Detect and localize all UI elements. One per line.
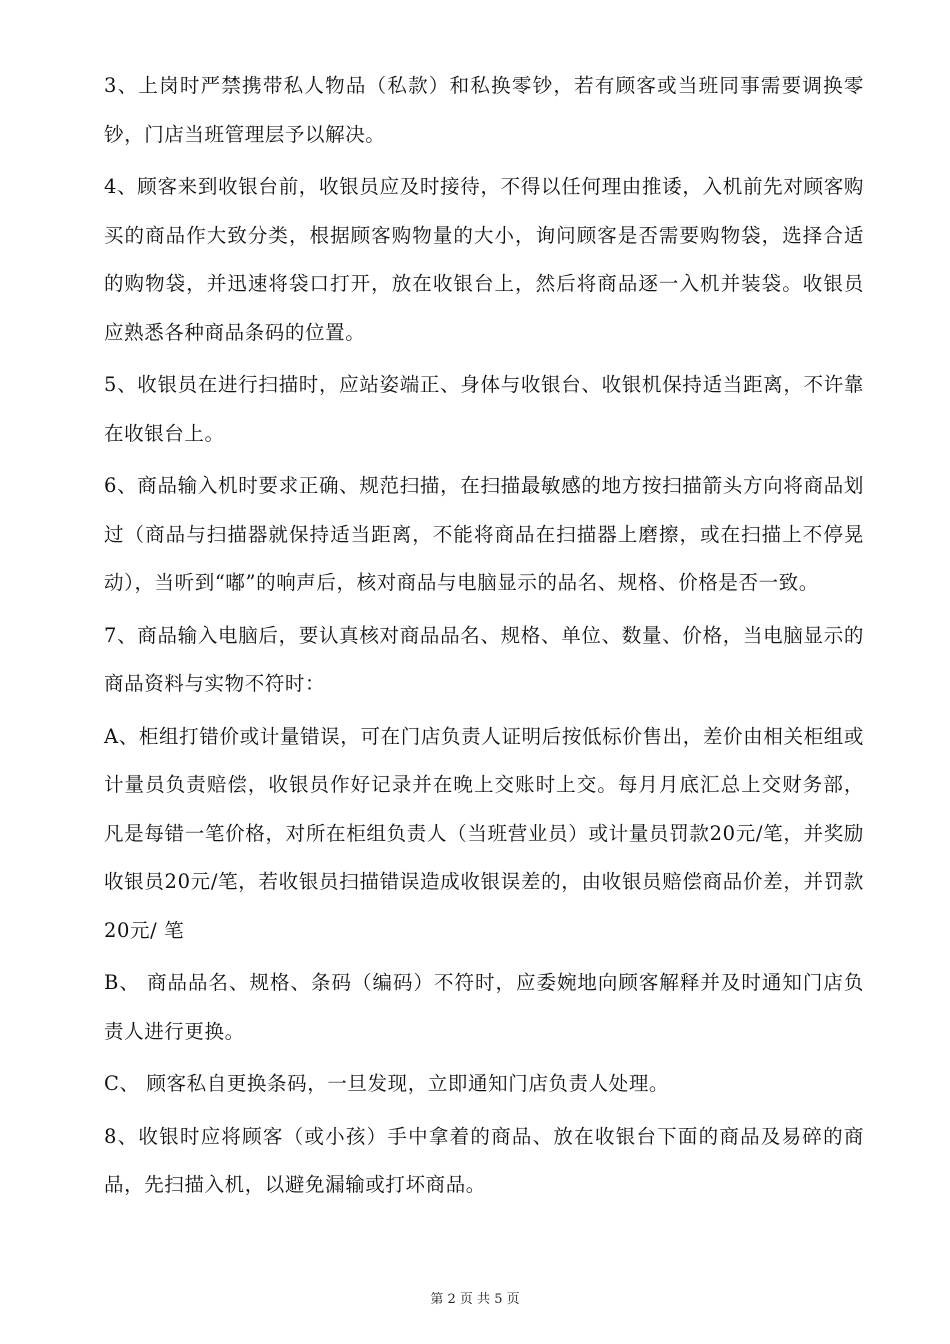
paragraph-item-6: 6、商品输入机时要求正确、规范扫描，在扫描最敏感的地方按扫描箭头方向将商品划过（商品与扫描器就保持适当距离，不能将商品在扫描器上磨擦，或在扫描上不停晃动），当听到“嘟”的响声后，核对商品与电脑显示的品名、规格、价格是否一致。 [104, 474, 864, 594]
paragraph-subitem-a: A、柜组打错价或计量错误，可在门店负责人证明后按低标价售出，差价由相关柜组或计量员负责赔偿，收银员作好记录并在晚上交账时上交。每月月底汇总上交财务部，凡是每错一笔价格，对所在柜组负责人（当班营业员）或计量员罚款20元/笔，并奖励收银员20元/笔，若收银员扫描错误造成收银误差的，由收银员赔偿商品价差，并罚款20元/ 笔 [104, 724, 864, 942]
paragraph-item-4: 4、顾客来到收银台前，收银员应及时接待，不得以任何理由推诿，入机前先对顾客购买的商品作大致分类，根据顾客购物量的大小，询问顾客是否需要购物袋，选择合适的购物袋，并迅速将袋口打开，放在收银台上，然后将商品逐一入机并装袋。收银员应熟悉各种商品条码的位置。 [104, 175, 864, 344]
paragraph-subitem-c: C、 顾客私自更换条码，一旦发现，立即通知门店负责人处理。 [104, 1072, 670, 1095]
paragraph-subitem-b: B、 商品品名、规格、条码（编码）不符时，应委婉地向顾客解释并及时通知门店负责人进行更换。 [104, 971, 864, 1043]
paragraph-item-3: 3、上岗时严禁携带私人物品（私款）和私换零钞，若有顾客或当班同事需要调换零钞，门店当班管理层予以解决。 [104, 74, 864, 146]
document-body [104, 62, 864, 1214]
page-number-footer: 第 2 页 共 5 页 [430, 1292, 520, 1307]
paragraph-item-7: 7、商品输入电脑后，要认真核对商品品名、规格、单位、数量、价格，当电脑显示的商品资料与实物不符时： [104, 623, 864, 695]
paragraph-item-5: 5、收银员在进行扫描时，应站姿端正、身体与收银台、收银机保持适当距离，不许靠在收银台上。 [104, 373, 864, 445]
paragraph-item-8: 8、收银时应将顾客（或小孩）手中拿着的商品、放在收银台下面的商品及易碎的商品，先扫描入机，以避免漏输或打坏商品。 [104, 1124, 864, 1196]
